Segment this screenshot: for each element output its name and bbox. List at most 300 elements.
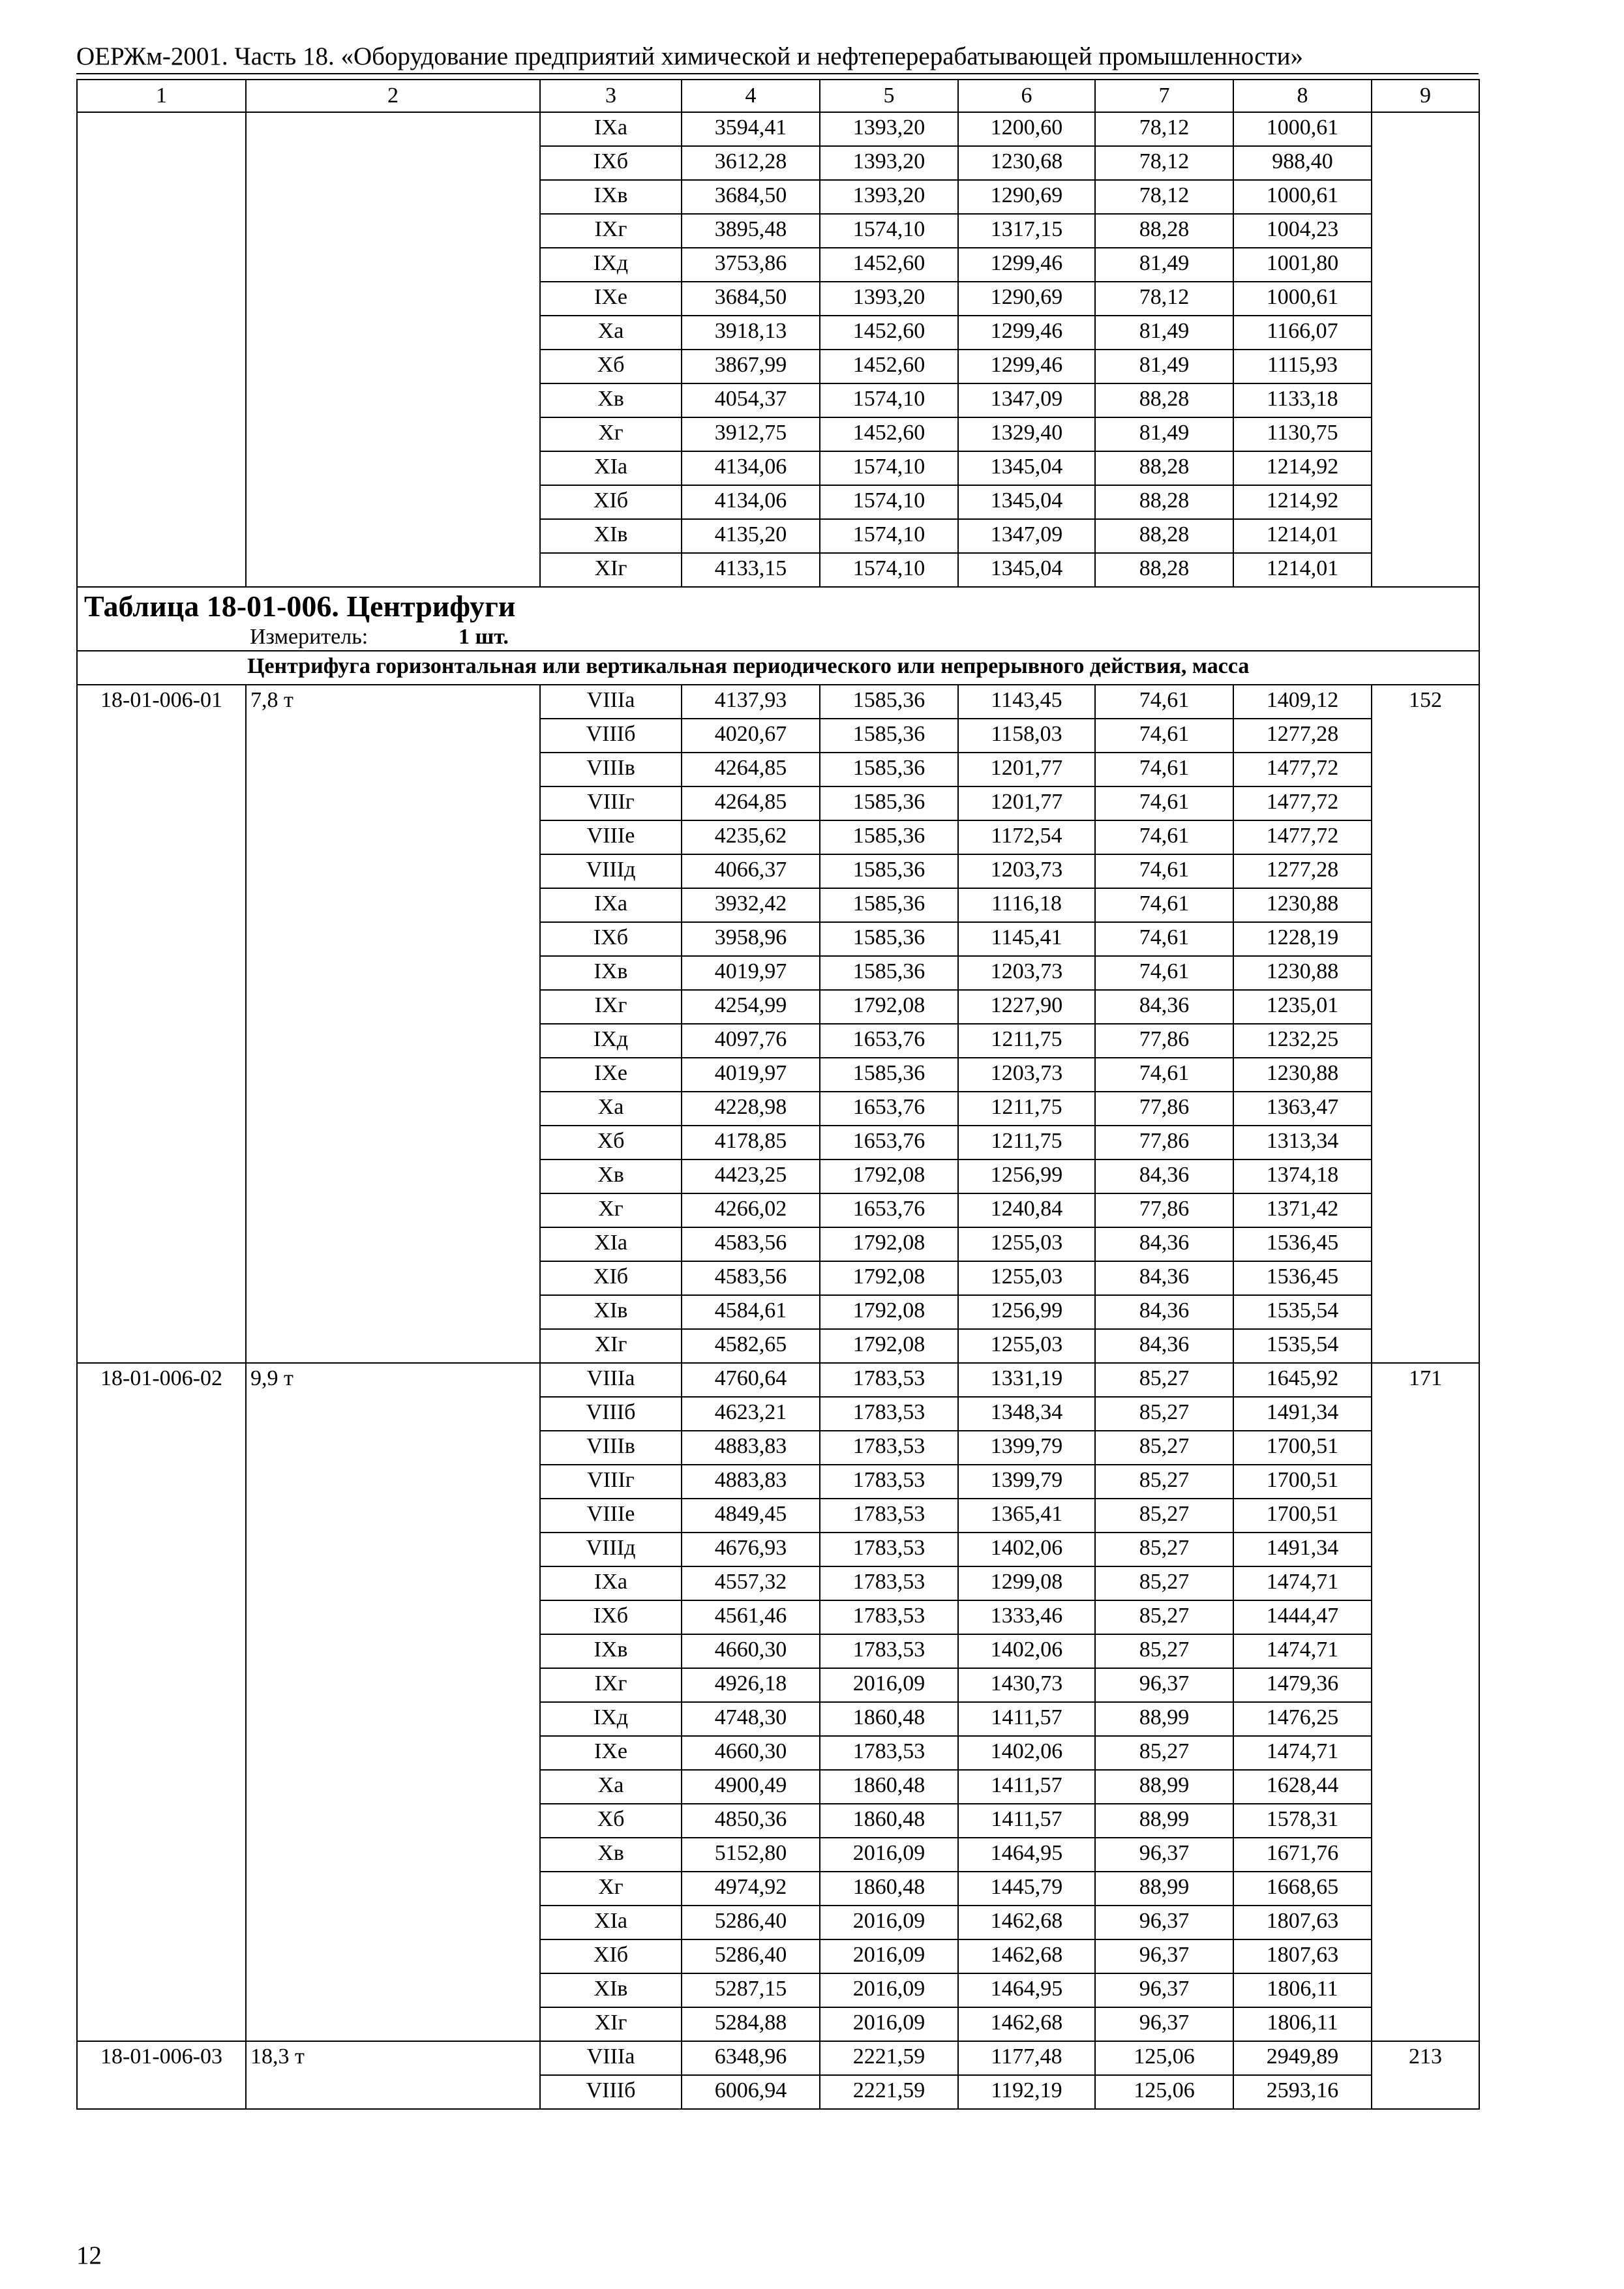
value-col7-cell: 77,86	[1095, 1193, 1233, 1227]
code-cell	[77, 451, 246, 485]
code-cell	[77, 888, 246, 922]
weight-cell	[246, 1092, 540, 1126]
code-cell	[77, 248, 246, 282]
col9-cell	[1372, 383, 1479, 417]
grade-cell: VIIIб	[540, 2075, 682, 2109]
grade-cell: IXб	[540, 922, 682, 956]
grade-cell: Xб	[540, 1804, 682, 1838]
code-cell	[77, 1261, 246, 1295]
grade-cell: Xб	[540, 350, 682, 383]
grade-cell: VIIIв	[540, 1431, 682, 1465]
value-col5-cell: 1783,53	[820, 1499, 958, 1533]
weight-cell	[246, 1533, 540, 1566]
grade-cell: XIб	[540, 1261, 682, 1295]
value-col7-cell: 88,28	[1095, 519, 1233, 553]
value-col5-cell: 2016,09	[820, 1668, 958, 1702]
value-col8-cell: 1374,18	[1233, 1159, 1372, 1193]
value-col4-cell: 4423,25	[682, 1159, 820, 1193]
value-col4-cell: 4019,97	[682, 956, 820, 990]
value-col8-cell: 2593,16	[1233, 2075, 1372, 2109]
value-col4-cell: 3912,75	[682, 417, 820, 451]
col9-cell	[1372, 1092, 1479, 1126]
value-col7-cell: 85,27	[1095, 1499, 1233, 1533]
col9-cell	[1372, 1566, 1479, 1600]
code-cell	[77, 1973, 246, 2007]
code-cell	[77, 553, 246, 587]
value-col6-cell: 1230,68	[958, 146, 1095, 180]
value-col5-cell: 1574,10	[820, 451, 958, 485]
value-col8-cell: 1130,75	[1233, 417, 1372, 451]
col9-cell	[1372, 1329, 1479, 1363]
col9-cell	[1372, 214, 1479, 248]
table-title-row	[77, 587, 1479, 651]
value-col7-cell: 81,49	[1095, 316, 1233, 350]
value-col7-cell: 74,61	[1095, 786, 1233, 820]
value-col7-cell: 96,37	[1095, 1838, 1233, 1872]
value-col5-cell: 1860,48	[820, 1770, 958, 1804]
value-col5-cell: 1574,10	[820, 383, 958, 417]
value-col5-cell: 1783,53	[820, 1533, 958, 1566]
grade-cell: VIIIб	[540, 1397, 682, 1431]
col9-value: 152	[1372, 685, 1479, 719]
value-col4-cell: 4748,30	[682, 1702, 820, 1736]
column-number-row	[77, 80, 1479, 112]
value-col7-cell: 85,27	[1095, 1397, 1233, 1431]
weight-cell	[246, 1939, 540, 1973]
table-row	[77, 485, 1479, 519]
value-col5-cell: 2016,09	[820, 1973, 958, 2007]
value-col7-cell: 84,36	[1095, 1227, 1233, 1261]
value-col5-cell: 1574,10	[820, 214, 958, 248]
table-row	[77, 2007, 1479, 2041]
value-col6-cell: 1116,18	[958, 888, 1095, 922]
value-col6-cell: 1192,19	[958, 2075, 1095, 2109]
value-col4-cell: 4926,18	[682, 1668, 820, 1702]
weight-cell	[246, 214, 540, 248]
col9-cell	[1372, 316, 1479, 350]
value-col4-cell: 4066,37	[682, 854, 820, 888]
col9-cell	[1372, 1024, 1479, 1058]
value-col4-cell: 4660,30	[682, 1634, 820, 1668]
value-col8-cell: 1004,23	[1233, 214, 1372, 248]
value-col5-cell: 1792,08	[820, 1159, 958, 1193]
col9-cell	[1372, 1939, 1479, 1973]
col9-cell	[1372, 1465, 1479, 1499]
weight-cell	[246, 2007, 540, 2041]
value-col7-cell: 85,27	[1095, 1566, 1233, 1600]
value-col5-cell: 1792,08	[820, 990, 958, 1024]
value-col6-cell: 1201,77	[958, 753, 1095, 786]
table-row	[77, 417, 1479, 451]
unit-of-measure-value: 1 шт.	[459, 625, 509, 649]
value-col8-cell: 1477,72	[1233, 820, 1372, 854]
code-cell	[77, 1329, 246, 1363]
value-col7-cell: 88,28	[1095, 383, 1233, 417]
weight-cell	[246, 1634, 540, 1668]
grade-cell: VIIIв	[540, 753, 682, 786]
weight-cell	[246, 1838, 540, 1872]
code-cell	[77, 1702, 246, 1736]
col9-cell	[1372, 1058, 1479, 1092]
weight-cell	[246, 417, 540, 451]
value-col5-cell: 2221,59	[820, 2041, 958, 2075]
value-col5-cell: 2016,09	[820, 1939, 958, 1973]
value-col5-cell: 1783,53	[820, 1600, 958, 1634]
column-number-cell: 9	[1372, 80, 1479, 112]
value-col6-cell: 1402,06	[958, 1736, 1095, 1770]
grade-cell: IXа	[540, 1566, 682, 1600]
value-col5-cell: 1792,08	[820, 1329, 958, 1363]
value-col7-cell: 96,37	[1095, 1668, 1233, 1702]
page-number: 12	[76, 2241, 102, 2269]
col9-cell	[1372, 854, 1479, 888]
weight-cell	[246, 719, 540, 753]
value-col5-cell: 1653,76	[820, 1193, 958, 1227]
grade-cell: IXд	[540, 1024, 682, 1058]
subheading-spacer	[77, 651, 246, 685]
weight-cell	[246, 854, 540, 888]
table-row	[77, 1634, 1479, 1668]
weight-cell	[246, 1906, 540, 1939]
value-col4-cell: 5152,80	[682, 1838, 820, 1872]
value-col6-cell: 1333,46	[958, 1600, 1095, 1634]
value-col4-cell: 3895,48	[682, 214, 820, 248]
value-col6-cell: 1203,73	[958, 854, 1095, 888]
grade-cell: Xа	[540, 316, 682, 350]
value-col5-cell: 1653,76	[820, 1126, 958, 1159]
grade-cell: XIв	[540, 1295, 682, 1329]
value-col4-cell: 3612,28	[682, 146, 820, 180]
value-col4-cell: 5286,40	[682, 1906, 820, 1939]
code-cell	[77, 1024, 246, 1058]
code-cell	[77, 1193, 246, 1227]
value-col7-cell: 88,99	[1095, 1702, 1233, 1736]
col9-cell	[1372, 1261, 1479, 1295]
value-col8-cell: 1363,47	[1233, 1092, 1372, 1126]
value-col5-cell: 1783,53	[820, 1465, 958, 1499]
grade-cell: XIв	[540, 1973, 682, 2007]
value-col7-cell: 125,06	[1095, 2075, 1233, 2109]
value-col5-cell: 2016,09	[820, 1906, 958, 1939]
value-col6-cell: 1462,68	[958, 1939, 1095, 1973]
code-cell	[77, 1566, 246, 1600]
value-col7-cell: 77,86	[1095, 1092, 1233, 1126]
weight-cell	[246, 1058, 540, 1092]
grade-cell: IXв	[540, 956, 682, 990]
col9-cell	[1372, 1227, 1479, 1261]
table-row	[77, 1872, 1479, 1906]
weight-cell	[246, 1295, 540, 1329]
value-col8-cell: 1000,61	[1233, 112, 1372, 146]
value-col5-cell: 1585,36	[820, 786, 958, 820]
code-cell	[77, 2007, 246, 2041]
value-col8-cell: 1645,92	[1233, 1363, 1372, 1397]
value-col5-cell: 1574,10	[820, 485, 958, 519]
value-col5-cell: 2016,09	[820, 1838, 958, 1872]
grade-cell: IXа	[540, 888, 682, 922]
grade-cell: IXе	[540, 1736, 682, 1770]
table-row	[77, 1431, 1479, 1465]
table-row	[77, 1770, 1479, 1804]
value-col8-cell: 1536,45	[1233, 1261, 1372, 1295]
value-col5-cell: 1783,53	[820, 1363, 958, 1397]
value-col5-cell: 1783,53	[820, 1431, 958, 1465]
col9-cell	[1372, 1499, 1479, 1533]
code-cell	[77, 956, 246, 990]
value-col8-cell: 1115,93	[1233, 350, 1372, 383]
col9-cell	[1372, 1533, 1479, 1566]
value-col7-cell: 78,12	[1095, 180, 1233, 214]
value-col5-cell: 1792,08	[820, 1295, 958, 1329]
value-col7-cell: 74,61	[1095, 685, 1233, 719]
value-col4-cell: 4900,49	[682, 1770, 820, 1804]
table-row	[77, 990, 1479, 1024]
weight-cell	[246, 786, 540, 820]
grade-cell: IXе	[540, 282, 682, 316]
value-col7-cell: 96,37	[1095, 1939, 1233, 1973]
col9-cell	[1372, 990, 1479, 1024]
value-col8-cell: 1700,51	[1233, 1431, 1372, 1465]
col9-cell	[1372, 786, 1479, 820]
value-col6-cell: 1255,03	[958, 1329, 1095, 1363]
value-col8-cell: 1578,31	[1233, 1804, 1372, 1838]
col9-cell	[1372, 2007, 1479, 2041]
value-col7-cell: 74,61	[1095, 956, 1233, 990]
table-row	[77, 146, 1479, 180]
weight-cell	[246, 1668, 540, 1702]
table-row	[77, 282, 1479, 316]
table-row	[77, 820, 1479, 854]
col9-cell	[1372, 180, 1479, 214]
value-col5-cell: 1452,60	[820, 350, 958, 383]
grade-cell: VIIIб	[540, 719, 682, 753]
grade-cell: XIб	[540, 485, 682, 519]
resource-weight: 7,8 т	[246, 685, 540, 719]
resource-code: 18-01-006-02	[77, 1363, 246, 1397]
col9-cell	[1372, 112, 1479, 146]
value-col6-cell: 1402,06	[958, 1634, 1095, 1668]
value-col6-cell: 1317,15	[958, 214, 1095, 248]
col9-value: 171	[1372, 1363, 1479, 1397]
table-row	[77, 956, 1479, 990]
code-cell	[77, 1499, 246, 1533]
value-col5-cell: 1393,20	[820, 282, 958, 316]
code-cell	[77, 1872, 246, 1906]
code-cell	[77, 112, 246, 146]
code-cell	[77, 1058, 246, 1092]
value-col6-cell: 1430,73	[958, 1668, 1095, 1702]
value-col6-cell: 1201,77	[958, 786, 1095, 820]
value-col6-cell: 1211,75	[958, 1092, 1095, 1126]
value-col8-cell: 1479,36	[1233, 1668, 1372, 1702]
code-cell	[77, 820, 246, 854]
weight-cell	[246, 888, 540, 922]
weight-cell	[246, 1499, 540, 1533]
value-col5-cell: 2016,09	[820, 2007, 958, 2041]
table-row	[77, 1702, 1479, 1736]
value-col7-cell: 84,36	[1095, 1261, 1233, 1295]
weight-cell	[246, 1126, 540, 1159]
col9-cell	[1372, 1872, 1479, 1906]
grade-cell: VIIIе	[540, 820, 682, 854]
weight-cell	[246, 753, 540, 786]
table-row	[77, 1566, 1479, 1600]
grade-cell: IXг	[540, 214, 682, 248]
value-col5-cell: 1653,76	[820, 1092, 958, 1126]
value-col8-cell: 1214,01	[1233, 553, 1372, 587]
col9-cell	[1372, 1804, 1479, 1838]
column-number-cell: 8	[1233, 80, 1372, 112]
code-cell	[77, 753, 246, 786]
value-col5-cell: 1783,53	[820, 1634, 958, 1668]
value-col8-cell: 1477,72	[1233, 753, 1372, 786]
weight-cell	[246, 146, 540, 180]
value-col5-cell: 1860,48	[820, 1702, 958, 1736]
code-cell	[77, 786, 246, 820]
weight-cell	[246, 1973, 540, 2007]
value-col6-cell: 1331,19	[958, 1363, 1095, 1397]
col9-cell	[1372, 1838, 1479, 1872]
weight-cell	[246, 1227, 540, 1261]
code-cell	[77, 1126, 246, 1159]
value-col8-cell: 1476,25	[1233, 1702, 1372, 1736]
value-col5-cell: 1574,10	[820, 519, 958, 553]
code-cell	[77, 316, 246, 350]
col9-cell	[1372, 485, 1479, 519]
value-col7-cell: 84,36	[1095, 1159, 1233, 1193]
table-row	[77, 553, 1479, 587]
col9-cell	[1372, 519, 1479, 553]
value-col7-cell: 74,61	[1095, 820, 1233, 854]
value-col4-cell: 4264,85	[682, 753, 820, 786]
value-col7-cell: 88,28	[1095, 553, 1233, 587]
value-col6-cell: 1347,09	[958, 383, 1095, 417]
col9-value: 213	[1372, 2041, 1479, 2075]
value-col5-cell: 1585,36	[820, 820, 958, 854]
value-col8-cell: 1214,92	[1233, 485, 1372, 519]
table-row	[77, 1261, 1479, 1295]
value-col5-cell: 1574,10	[820, 553, 958, 587]
grade-cell: IXб	[540, 1600, 682, 1634]
value-col4-cell: 4582,65	[682, 1329, 820, 1363]
col9-cell	[1372, 1668, 1479, 1702]
value-col8-cell: 1133,18	[1233, 383, 1372, 417]
grade-cell: Xг	[540, 1872, 682, 1906]
grade-cell: VIIIа	[540, 2041, 682, 2075]
col9-cell	[1372, 820, 1479, 854]
value-col5-cell: 1783,53	[820, 1736, 958, 1770]
col9-cell	[1372, 1973, 1479, 2007]
grade-cell: XIв	[540, 519, 682, 553]
grade-cell: Xа	[540, 1770, 682, 1804]
document-header-title: ОЕРЖм-2001. Часть 18. «Оборудование предприятий химической и нефтеперерабатывающей промышленности»	[76, 42, 1303, 70]
value-col8-cell: 1536,45	[1233, 1227, 1372, 1261]
table-row	[77, 1906, 1479, 1939]
grade-cell: XIг	[540, 553, 682, 587]
value-col6-cell: 1299,08	[958, 1566, 1095, 1600]
value-col8-cell: 1700,51	[1233, 1499, 1372, 1533]
value-col6-cell: 1211,75	[958, 1024, 1095, 1058]
value-col4-cell: 4849,45	[682, 1499, 820, 1533]
grade-cell: IXг	[540, 990, 682, 1024]
value-col7-cell: 88,28	[1095, 214, 1233, 248]
table-row	[77, 1329, 1479, 1363]
value-col4-cell: 3594,41	[682, 112, 820, 146]
weight-cell	[246, 1600, 540, 1634]
col9-cell	[1372, 1770, 1479, 1804]
table-title-cell	[77, 587, 1479, 651]
weight-cell	[246, 1804, 540, 1838]
weight-cell	[246, 1329, 540, 1363]
code-cell	[77, 1431, 246, 1465]
col9-cell	[1372, 719, 1479, 753]
grade-cell: Xв	[540, 383, 682, 417]
rates-table	[76, 79, 1480, 2110]
value-col5-cell: 1585,36	[820, 888, 958, 922]
value-col6-cell: 1227,90	[958, 990, 1095, 1024]
value-col7-cell: 85,27	[1095, 1736, 1233, 1770]
weight-cell	[246, 1261, 540, 1295]
value-col7-cell: 84,36	[1095, 1329, 1233, 1363]
table-row	[77, 1024, 1479, 1058]
code-cell	[77, 214, 246, 248]
grade-cell: Xб	[540, 1126, 682, 1159]
value-col4-cell: 4254,99	[682, 990, 820, 1024]
value-col4-cell: 6348,96	[682, 2041, 820, 2075]
table-row	[77, 1363, 1479, 1397]
value-col7-cell: 78,12	[1095, 146, 1233, 180]
code-cell	[77, 350, 246, 383]
weight-cell	[246, 1193, 540, 1227]
code-cell	[77, 1939, 246, 1973]
grade-cell: XIб	[540, 1939, 682, 1973]
header-rule	[76, 73, 1479, 74]
grade-cell: Xв	[540, 1159, 682, 1193]
value-col8-cell: 1230,88	[1233, 956, 1372, 990]
resource-code: 18-01-006-03	[77, 2041, 246, 2075]
value-col7-cell: 85,27	[1095, 1465, 1233, 1499]
value-col6-cell: 1290,69	[958, 180, 1095, 214]
weight-cell	[246, 1566, 540, 1600]
table-row	[77, 753, 1479, 786]
value-col6-cell: 1365,41	[958, 1499, 1095, 1533]
value-col4-cell: 4974,92	[682, 1872, 820, 1906]
value-col7-cell: 74,61	[1095, 719, 1233, 753]
table-row	[77, 1804, 1479, 1838]
value-col6-cell: 1399,79	[958, 1431, 1095, 1465]
code-cell	[77, 180, 246, 214]
value-col7-cell: 96,37	[1095, 1973, 1233, 2007]
value-col7-cell: 85,27	[1095, 1600, 1233, 1634]
unit-of-measure-label: Измеритель:	[250, 625, 368, 649]
value-col5-cell: 1452,60	[820, 316, 958, 350]
code-cell	[77, 1634, 246, 1668]
col9-cell	[1372, 1431, 1479, 1465]
value-col8-cell: 1477,72	[1233, 786, 1372, 820]
value-col4-cell: 4019,97	[682, 1058, 820, 1092]
value-col8-cell: 1000,61	[1233, 180, 1372, 214]
code-cell	[77, 1397, 246, 1431]
weight-cell	[246, 1702, 540, 1736]
value-col7-cell: 81,49	[1095, 417, 1233, 451]
column-number-cell: 2	[246, 80, 540, 112]
value-col4-cell: 5284,88	[682, 2007, 820, 2041]
value-col8-cell: 1214,01	[1233, 519, 1372, 553]
value-col4-cell: 4134,06	[682, 485, 820, 519]
table-row	[77, 1058, 1479, 1092]
value-col4-cell: 4584,61	[682, 1295, 820, 1329]
table-row	[77, 1159, 1479, 1193]
